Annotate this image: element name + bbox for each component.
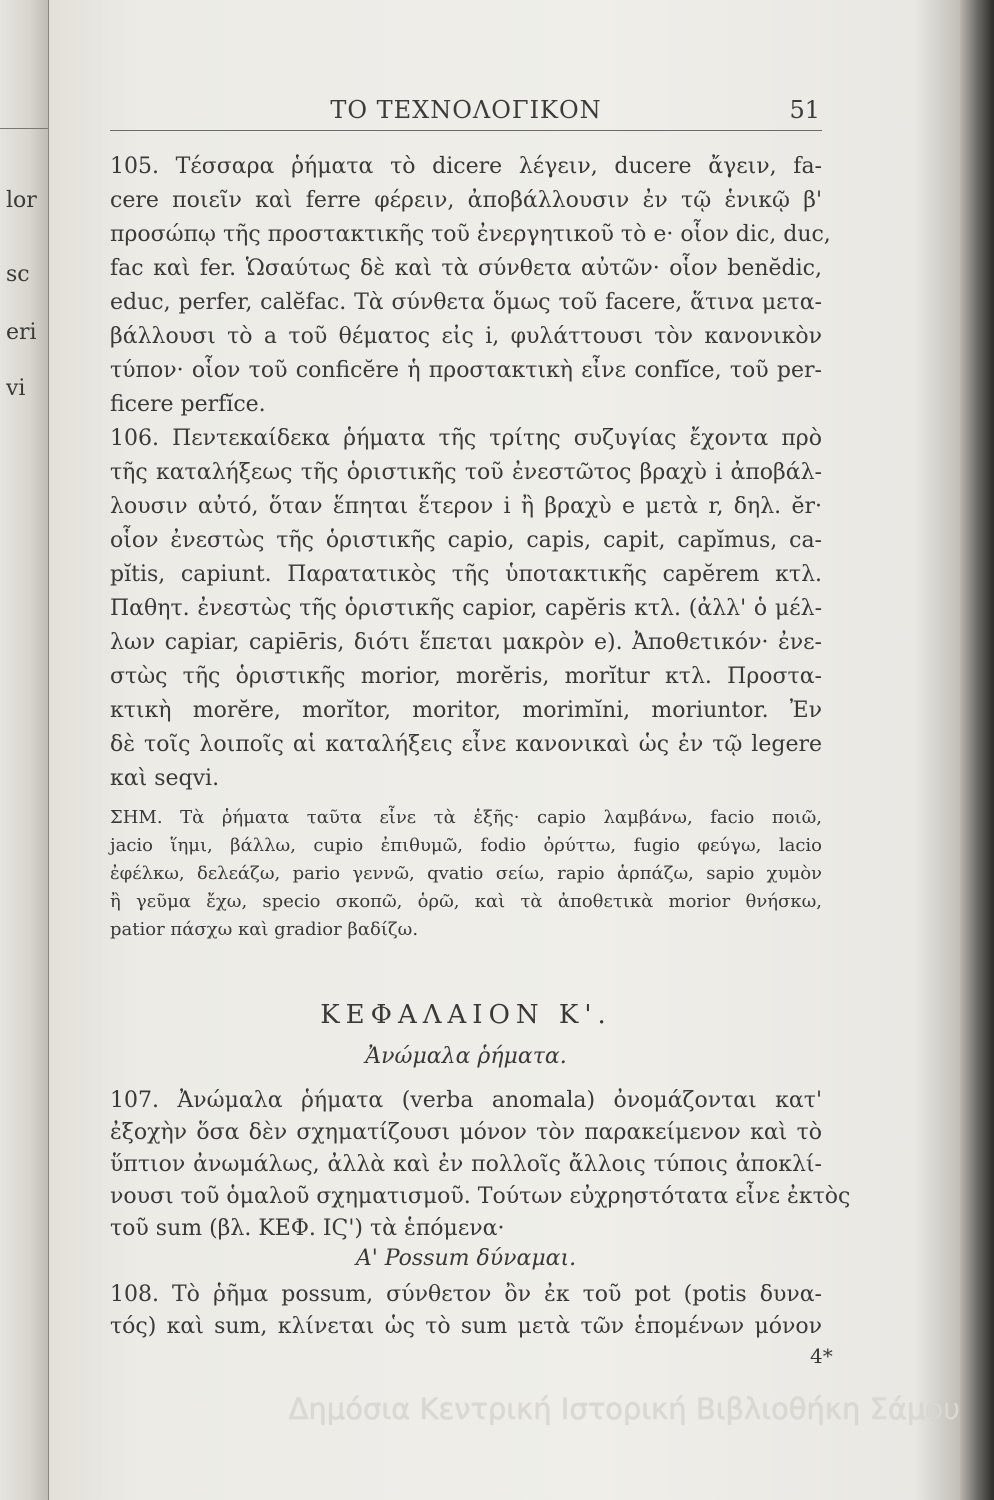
- text-line: 108. Τὸ ῥῆμα possum, σύνθετον ὂν ἐκ τοῦ pot (potis δυνα-: [110, 1282, 822, 1307]
- text-line: νουσι τοῦ ὁμαλοῦ σχηματισμοῦ. Τούτων εὐχρηστότατα εἶνε ἐκτὸς: [110, 1184, 851, 1209]
- text-line: 105. Τέσσαρα ῥήματα τὸ dicere λέγειν, ducere ἄγειν, fa-: [110, 154, 822, 179]
- text-line: λουσιν αὐτό, ὅταν ἕπηται ἕτερον i ἢ βραχὺ e μετὰ r, δηλ. ĕr·: [110, 494, 822, 519]
- adjacent-page-fragment: lor: [6, 188, 37, 213]
- text-line: βάλλουσι τὸ a τοῦ θέματος εἰς i, φυλάττουσι τὸν κανονικὸν: [110, 324, 822, 349]
- text-line: κτικὴ morĕre, morĭtor, moritor, morimĭni, moriuntor. Ἐν: [110, 698, 822, 723]
- text-line: οἷον ἐνεστὼς τῆς ὁριστικῆς capio, capis, capit, capĭmus, ca-: [110, 528, 822, 553]
- text-line: 107. Ἀνώμαλα ῥήματα (verba anomala) ὀνομάζονται κατ': [110, 1088, 822, 1113]
- scan-shadow-edge: [960, 0, 994, 1500]
- page-header: [110, 96, 822, 131]
- note-line: patior πάσχω καὶ gradior βαδίζω.: [110, 919, 419, 940]
- chapter-title: ΚΕΦΑΛΑΙΟΝ Κ'.: [320, 1000, 612, 1030]
- text-line: educ, perfer, calĕfac. Τὰ σύνθετα ὅμως τοῦ facere, ἅτινα μετα-: [110, 290, 822, 315]
- chapter-subtitle: Ἀνώμαλα ῥήματα.: [365, 1044, 567, 1069]
- page-number: 51: [789, 96, 820, 124]
- text-line: fac καὶ fer. Ὡσαύτως δὲ καὶ τὰ σύνθετα αὐτῶν· οἷον benĕdic,: [110, 256, 822, 281]
- signature-mark: 4*: [810, 1344, 833, 1368]
- adjacent-page-edge: [0, 0, 49, 1500]
- adjacent-page-fragment: eri: [6, 320, 37, 345]
- text-line: στὼς τῆς ὁριστικῆς morior, morĕris, morĭtur κτλ. Προστα-: [110, 664, 822, 689]
- text-line: Παθητ. ἐνεστὼς τῆς ὁριστικῆς capior, capĕris κτλ. (ἀλλ' ὁ μέλ-: [110, 596, 822, 621]
- text-line: τοῦ sum (βλ. ΚΕΦ. ΙϚ') τὰ ἑπόμενα·: [110, 1216, 505, 1241]
- note-line: jacio ἵημι, βάλλω, cupio ἐπιθυμῶ, fodio ὀρύττω, fugio φεύγω, lacio: [110, 835, 822, 856]
- text-line: cere ποιεῖν καὶ ferre φέρειν, ἀποβάλλουσιν ἐν τῷ ἑνικῷ β': [110, 188, 822, 213]
- text-line: τύπον· οἷον τοῦ conficĕre ἡ προστακτικὴ εἶνε confĭce, τοῦ per-: [110, 358, 822, 383]
- note-line: ΣΗΜ. Τὰ ῥήματα ταῦτα εἶνε τὰ ἑξῆς· capio λαμβάνω, facio ποιῶ,: [110, 807, 822, 828]
- section-title: Α' Possum δύναμαι.: [355, 1246, 577, 1271]
- adjacent-page-fragment: sc: [6, 262, 30, 287]
- adjacent-page-fragment: vi: [6, 376, 26, 401]
- text-line: τός) καὶ sum, κλίνεται ὡς τὸ sum μετὰ τῶν ἑπομένων μόνον: [110, 1314, 822, 1339]
- text-line: ἐξοχὴν ὅσα δὲν σχηματίζουσι μόνον τὸν παρακείμενον καὶ τὸ: [110, 1120, 822, 1145]
- text-line: καὶ seqvi.: [110, 766, 220, 791]
- text-line: τῆς καταλήξεως τῆς ὁριστικῆς τοῦ ἐνεστῶτος βραχὺ i ἀποβάλ-: [110, 460, 822, 485]
- text-line: 106. Πεντεκαίδεκα ῥήματα τῆς τρίτης συζυγίας ἔχοντα πρὸ: [110, 426, 822, 451]
- running-title: ΤΟ ΤΕΧΝΟΛΟΓΙΚΟΝ: [330, 96, 602, 124]
- text-line: ficere perfĭce.: [110, 392, 266, 417]
- text-line: λων capiar, capiēris, διότι ἕπεται μακρὸν e). Ἀποθετικόν· ἐνε-: [110, 630, 822, 655]
- text-line: προσώπῳ τῆς προστακτικῆς τοῦ ἐνεργητικοῦ τὸ e· οἷον dic, duc,: [110, 222, 831, 247]
- text-line: ὕπτιον ἀνωμάλως, ἀλλὰ καὶ ἐν πολλοῖς ἄλλοις τύποις ἀποκλί-: [110, 1152, 822, 1177]
- library-watermark: Δημόσια Κεντρική Ιστορική Βιβλιοθήκη Σάμου: [288, 1392, 960, 1426]
- note-line: ἐφέλκω, δελεάζω, pario γεννῶ, qvatio σείω, rapio ἁρπάζω, sapio χυμὸν: [110, 863, 822, 884]
- text-line: pĭtis, capiunt. Παρατατικὸς τῆς ὑποτακτικῆς capĕrem κτλ.: [110, 562, 822, 587]
- note-line: ἢ γεῦμα ἔχω, specio σκοπῶ, ὁρῶ, καὶ τὰ ἀποθετικὰ morior θνήσκω,: [110, 891, 822, 912]
- text-line: δὲ τοῖς λοιποῖς αἱ καταλήξεις εἶνε κανονικαὶ ὡς ἐν τῷ legere: [110, 732, 822, 757]
- adjacent-page-rule: [0, 128, 48, 129]
